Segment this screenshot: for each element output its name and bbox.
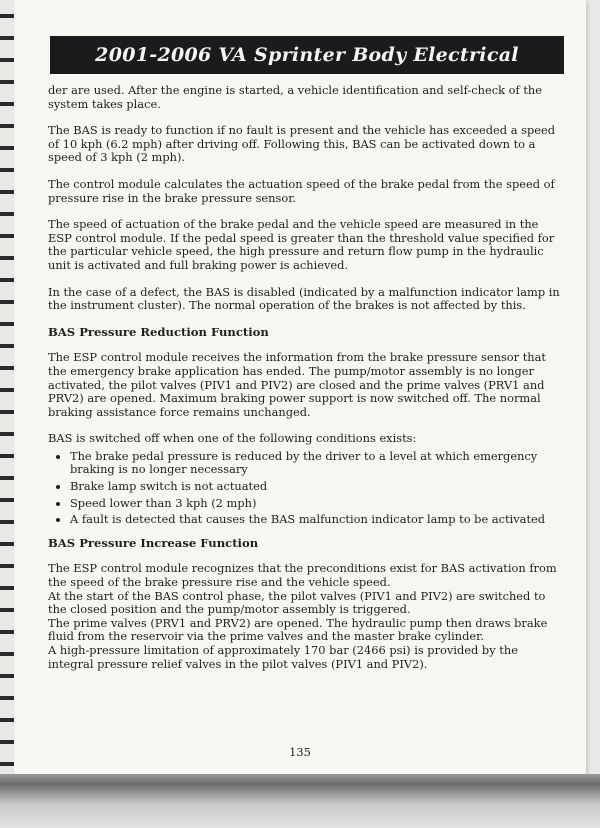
paragraph: der are used. After the engine is started, a vehicle identification and self-check of the system takes place. xyxy=(48,83,543,111)
paragraph: The control module calculates the actuation speed of the brake pedal from the speed of pressure rise in the brake pressure sensor. xyxy=(48,176,555,205)
list-item: • The brake pedal pressure is reduced by the driver to a level at which emergency braking is no longer necessary xyxy=(70,450,560,477)
section-heading: BAS Pressure Increase Function xyxy=(48,535,259,550)
manual-page xyxy=(14,0,586,774)
list-item: • Brake lamp switch is not actuated xyxy=(70,480,560,494)
paragraph: The ESP control module receives the information from the brake pressure sensor that the emergency brake application has ended. The pump/motor assembly is no longer activated, the pilot valves (PIV1 and PIV2) are closed and the prime valves (PRV1 and PRV2) are opened. Maximum braking power support is now switched off. The normal braking assistance force remains unchanged. xyxy=(48,350,546,419)
condition-list xyxy=(48,450,560,527)
paragraph: In the case of a defect, the BAS is disabled (indicated by a malfunction indicator lamp in the instrument cluster). The normal operation of the brakes is not affected by this. xyxy=(48,284,560,313)
list-item: • Speed lower than 3 kph (2 mph) xyxy=(70,497,560,511)
page-number: 135 xyxy=(289,745,311,759)
paragraph: The prime valves (PRV1 and PRV2) are opened. The hydraulic pump then draws brake fluid from the reservoir via the prime valves and the master brake cylinder. xyxy=(48,615,548,644)
paragraph: At the start of the BAS control phase, the pilot valves (PIV1 and PIV2) are switched to the closed position and the pump/motor assembly is triggered. xyxy=(48,588,546,617)
header-bar xyxy=(50,36,564,74)
paragraph: The speed of actuation of the brake pedal and the vehicle speed are measured in the ESP control module. If the pedal speed is greater than the threshold value specified for the particular vehicle speed, the high pressure and return flow pump in the hydraulic unit is activated and full braking power is achieved. xyxy=(48,217,555,272)
list-item: • A fault is detected that causes the BAS malfunction indicator lamp to be activated xyxy=(70,513,560,527)
page-header-title: 2001-2006 VA Sprinter Body Electrical xyxy=(95,44,519,66)
paragraph: The BAS is ready to function if no fault is present and the vehicle has exceeded a speed of 10 kph (6.2 mph) after driving off. Following this, BAS can be activated down to a speed of 3 kph (2 mph). xyxy=(48,123,556,165)
paragraph: A high-pressure limitation of approximately 170 bar (2466 psi) is provided by the integral pressure relief valves in the pilot valves (PIV1 and PIV2). xyxy=(48,643,518,671)
page-content xyxy=(48,84,560,671)
paragraph: The ESP control module recognizes that the preconditions exist for BAS activation from the speed of the brake pressure rise and the vehicle speed. xyxy=(48,561,557,590)
page-edge-shadow xyxy=(0,774,600,828)
section-heading: BAS Pressure Reduction Function xyxy=(48,324,269,339)
paragraph: BAS is switched off when one of the following conditions exists: xyxy=(48,431,417,446)
